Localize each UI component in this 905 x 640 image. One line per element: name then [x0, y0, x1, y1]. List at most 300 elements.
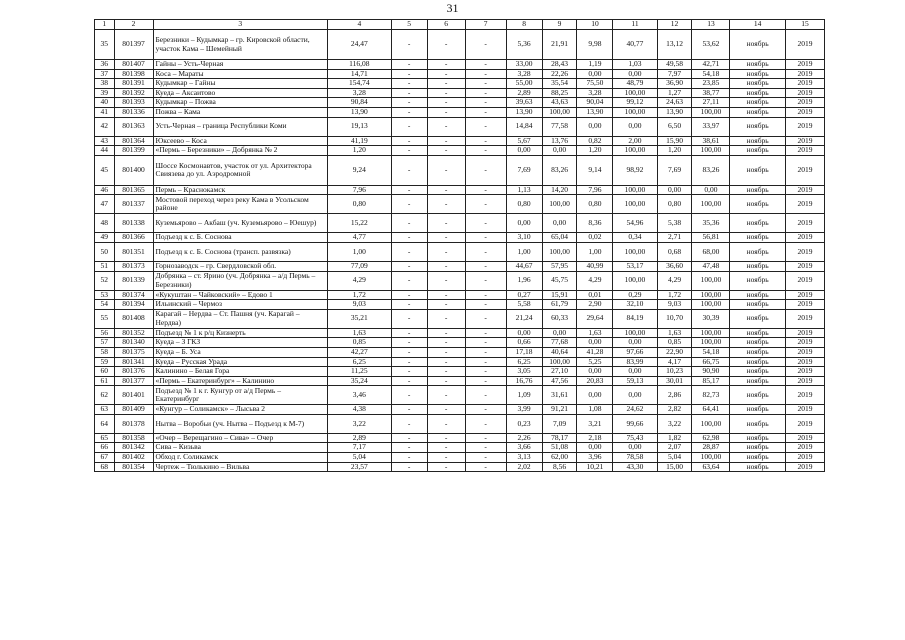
road-name-cell: Добрянка – ст. Ярино (уч. Добрянка – а/д Пермь – Березники): [153, 271, 328, 290]
column-number: 12: [657, 20, 692, 30]
road-name-cell: Пожва – Кама: [153, 107, 328, 117]
col-10-cell: 2,90: [577, 300, 613, 310]
row-number-cell: 63: [95, 405, 115, 415]
col-10-cell: 0,00: [577, 443, 613, 453]
col-8-cell: 16,76: [506, 376, 542, 386]
row-number-cell: 57: [95, 338, 115, 348]
col-10-cell: 0,01: [577, 290, 613, 300]
col-13-cell: 68,00: [692, 242, 730, 261]
col-7-cell: -: [465, 79, 506, 89]
col-8-cell: 2,02: [506, 462, 542, 472]
road-length-cell: 24,47: [328, 30, 392, 60]
col-10-cell: 3,96: [577, 453, 613, 463]
year-cell: 2019: [785, 453, 824, 463]
col-5-cell: -: [391, 185, 427, 195]
month-cell: ноябрь: [730, 69, 785, 79]
col-6-cell: -: [427, 300, 465, 310]
col-9-cell: 62,00: [542, 453, 577, 463]
month-cell: ноябрь: [730, 107, 785, 117]
year-cell: 2019: [785, 155, 824, 185]
road-length-cell: 3,46: [328, 386, 392, 405]
col-9-cell: 100,00: [542, 242, 577, 261]
road-length-cell: 35,24: [328, 376, 392, 386]
col-5-cell: -: [391, 328, 427, 338]
col-8-cell: 3,99: [506, 405, 542, 415]
road-name-cell: Юксеево – Коса: [153, 136, 328, 146]
col-11-cell: 78,58: [613, 453, 657, 463]
col-13-cell: 100,00: [692, 453, 730, 463]
col-6-cell: -: [427, 146, 465, 156]
year-cell: 2019: [785, 405, 824, 415]
month-cell: ноябрь: [730, 309, 785, 328]
table-row: [95, 155, 825, 185]
col-10-cell: 29,64: [577, 309, 613, 328]
col-12-cell: 6,50: [657, 117, 692, 136]
year-cell: 2019: [785, 386, 824, 405]
col-6-cell: -: [427, 453, 465, 463]
road-length-cell: 6,25: [328, 357, 392, 367]
table-row: [95, 233, 825, 243]
col-5-cell: -: [391, 146, 427, 156]
road-length-cell: 4,38: [328, 405, 392, 415]
col-6-cell: -: [427, 88, 465, 98]
col-11-cell: 100,00: [613, 88, 657, 98]
col-5-cell: -: [391, 233, 427, 243]
col-12-cell: 1,63: [657, 328, 692, 338]
road-name-cell: Мостовой переход через реку Кама в Усольском районе: [153, 195, 328, 214]
table-row: [95, 376, 825, 386]
year-cell: 2019: [785, 414, 824, 433]
road-name-cell: Калинино – Белая Гора: [153, 367, 328, 377]
col-9-cell: 47,56: [542, 376, 577, 386]
col-8-cell: 17,18: [506, 347, 542, 357]
col-9-cell: 35,54: [542, 79, 577, 89]
col-8-cell: 3,28: [506, 69, 542, 79]
col-7-cell: -: [465, 376, 506, 386]
row-number-cell: 43: [95, 136, 115, 146]
col-13-cell: 64,41: [692, 405, 730, 415]
table-row: [95, 242, 825, 261]
col-5-cell: -: [391, 357, 427, 367]
month-cell: ноябрь: [730, 60, 785, 70]
col-8-cell: 2,26: [506, 433, 542, 443]
road-id-cell: 801363: [114, 117, 153, 136]
col-6-cell: -: [427, 155, 465, 185]
column-number: 6: [427, 20, 465, 30]
year-cell: 2019: [785, 88, 824, 98]
road-name-cell: Усть-Черная – граница Республики Коми: [153, 117, 328, 136]
col-11-cell: 59,13: [613, 376, 657, 386]
col-13-cell: 90,90: [692, 367, 730, 377]
road-length-cell: 3,22: [328, 414, 392, 433]
col-7-cell: -: [465, 290, 506, 300]
col-6-cell: -: [427, 462, 465, 472]
road-name-cell: Пермь – Краснокамск: [153, 185, 328, 195]
col-9-cell: 27,10: [542, 367, 577, 377]
col-11-cell: 32,10: [613, 300, 657, 310]
col-9-cell: 100,00: [542, 195, 577, 214]
year-cell: 2019: [785, 185, 824, 195]
table-row: [95, 386, 825, 405]
road-id-cell: 801375: [114, 347, 153, 357]
col-9-cell: 0,00: [542, 146, 577, 156]
month-cell: ноябрь: [730, 271, 785, 290]
col-13-cell: 23,85: [692, 79, 730, 89]
col-5-cell: -: [391, 242, 427, 261]
col-9-cell: 77,68: [542, 338, 577, 348]
row-number-cell: 41: [95, 107, 115, 117]
month-cell: ноябрь: [730, 338, 785, 348]
col-12-cell: 7,97: [657, 69, 692, 79]
road-name-cell: «Кунгур – Соликамск» – Лысьва 2: [153, 405, 328, 415]
page-number: 31: [446, 1, 459, 15]
road-length-cell: 19,13: [328, 117, 392, 136]
year-cell: 2019: [785, 117, 824, 136]
col-10-cell: 5,25: [577, 357, 613, 367]
road-id-cell: 801377: [114, 376, 153, 386]
road-id-cell: 801393: [114, 98, 153, 108]
col-10-cell: 0,02: [577, 233, 613, 243]
month-cell: ноябрь: [730, 357, 785, 367]
month-cell: ноябрь: [730, 367, 785, 377]
road-length-cell: 0,85: [328, 338, 392, 348]
road-length-cell: 23,57: [328, 462, 392, 472]
road-id-cell: 801409: [114, 405, 153, 415]
col-9-cell: 31,61: [542, 386, 577, 405]
month-cell: ноябрь: [730, 30, 785, 60]
col-11-cell: 48,79: [613, 79, 657, 89]
col-7-cell: -: [465, 185, 506, 195]
col-13-cell: 47,48: [692, 261, 730, 271]
road-name-cell: Коса – Мараты: [153, 69, 328, 79]
road-length-cell: 35,21: [328, 309, 392, 328]
month-cell: ноябрь: [730, 242, 785, 261]
year-cell: 2019: [785, 98, 824, 108]
col-8-cell: 2,89: [506, 88, 542, 98]
col-6-cell: -: [427, 69, 465, 79]
col-11-cell: 83,99: [613, 357, 657, 367]
col-10-cell: 41,28: [577, 347, 613, 357]
col-6-cell: -: [427, 347, 465, 357]
road-length-cell: 3,28: [328, 88, 392, 98]
col-13-cell: 54,18: [692, 347, 730, 357]
col-10-cell: 13,90: [577, 107, 613, 117]
col-10-cell: 0,80: [577, 195, 613, 214]
month-cell: ноябрь: [730, 146, 785, 156]
col-13-cell: 38,61: [692, 136, 730, 146]
col-5-cell: -: [391, 367, 427, 377]
col-11-cell: 0,00: [613, 443, 657, 453]
col-7-cell: -: [465, 433, 506, 443]
col-9-cell: 15,91: [542, 290, 577, 300]
road-id-cell: 801407: [114, 60, 153, 70]
col-10-cell: 1,08: [577, 405, 613, 415]
table-row: [95, 214, 825, 233]
col-11-cell: 40,77: [613, 30, 657, 60]
col-9-cell: 88,25: [542, 88, 577, 98]
road-id-cell: 801351: [114, 242, 153, 261]
col-13-cell: 100,00: [692, 271, 730, 290]
col-7-cell: -: [465, 117, 506, 136]
month-cell: ноябрь: [730, 290, 785, 300]
month-cell: ноябрь: [730, 386, 785, 405]
col-6-cell: -: [427, 136, 465, 146]
year-cell: 2019: [785, 30, 824, 60]
col-13-cell: 0,00: [692, 185, 730, 195]
col-5-cell: -: [391, 271, 427, 290]
col-11-cell: 0,34: [613, 233, 657, 243]
col-6-cell: -: [427, 30, 465, 60]
col-6-cell: -: [427, 405, 465, 415]
road-id-cell: 801340: [114, 338, 153, 348]
table-row: [95, 328, 825, 338]
road-length-cell: 7,17: [328, 443, 392, 453]
col-7-cell: -: [465, 242, 506, 261]
month-cell: ноябрь: [730, 185, 785, 195]
table-row: [95, 146, 825, 156]
month-cell: ноябрь: [730, 443, 785, 453]
row-number-cell: 49: [95, 233, 115, 243]
road-length-cell: 154,74: [328, 79, 392, 89]
column-number: 5: [391, 20, 427, 30]
col-11-cell: 100,00: [613, 271, 657, 290]
road-id-cell: 801391: [114, 79, 153, 89]
col-13-cell: 33,97: [692, 117, 730, 136]
col-9-cell: 83,26: [542, 155, 577, 185]
month-cell: ноябрь: [730, 328, 785, 338]
year-cell: 2019: [785, 79, 824, 89]
row-number-cell: 59: [95, 357, 115, 367]
col-13-cell: 83,26: [692, 155, 730, 185]
col-7-cell: -: [465, 405, 506, 415]
year-cell: 2019: [785, 290, 824, 300]
col-9-cell: 45,75: [542, 271, 577, 290]
table-row: [95, 88, 825, 98]
col-13-cell: 42,71: [692, 60, 730, 70]
road-name-cell: Подъезд к с. Б. Соснова: [153, 233, 328, 243]
road-id-cell: 801354: [114, 462, 153, 472]
col-12-cell: 5,04: [657, 453, 692, 463]
column-number: 13: [692, 20, 730, 30]
row-number-cell: 60: [95, 367, 115, 377]
col-7-cell: -: [465, 233, 506, 243]
road-length-cell: 1,00: [328, 242, 392, 261]
road-name-cell: Обход г. Соликамск: [153, 453, 328, 463]
road-id-cell: 801364: [114, 136, 153, 146]
col-12-cell: 15,00: [657, 462, 692, 472]
col-11-cell: 0,00: [613, 338, 657, 348]
col-7-cell: -: [465, 214, 506, 233]
column-number: 3: [153, 20, 328, 30]
col-12-cell: 0,85: [657, 338, 692, 348]
col-7-cell: -: [465, 386, 506, 405]
road-id-cell: 801338: [114, 214, 153, 233]
year-cell: 2019: [785, 300, 824, 310]
road-length-cell: 42,27: [328, 347, 392, 357]
col-5-cell: -: [391, 136, 427, 146]
col-12-cell: 0,80: [657, 195, 692, 214]
col-9-cell: 7,09: [542, 414, 577, 433]
col-11-cell: 0,00: [613, 117, 657, 136]
col-12-cell: 3,22: [657, 414, 692, 433]
road-id-cell: 801336: [114, 107, 153, 117]
col-5-cell: -: [391, 30, 427, 60]
col-8-cell: 6,25: [506, 357, 542, 367]
col-11-cell: 100,00: [613, 328, 657, 338]
col-6-cell: -: [427, 290, 465, 300]
col-6-cell: -: [427, 367, 465, 377]
col-10-cell: 9,14: [577, 155, 613, 185]
col-6-cell: -: [427, 386, 465, 405]
table-row: [95, 309, 825, 328]
month-cell: ноябрь: [730, 195, 785, 214]
col-13-cell: 38,77: [692, 88, 730, 98]
col-9-cell: 65,04: [542, 233, 577, 243]
table-row: [95, 107, 825, 117]
col-13-cell: 100,00: [692, 300, 730, 310]
col-8-cell: 5,67: [506, 136, 542, 146]
row-number-cell: 46: [95, 185, 115, 195]
road-length-cell: 7,96: [328, 185, 392, 195]
col-5-cell: -: [391, 453, 427, 463]
col-5-cell: -: [391, 195, 427, 214]
table-row: [95, 195, 825, 214]
col-12-cell: 13,90: [657, 107, 692, 117]
col-8-cell: 0,00: [506, 146, 542, 156]
year-cell: 2019: [785, 433, 824, 443]
col-10-cell: 40,99: [577, 261, 613, 271]
road-id-cell: 801408: [114, 309, 153, 328]
col-6-cell: -: [427, 242, 465, 261]
col-6-cell: -: [427, 107, 465, 117]
row-number-cell: 36: [95, 60, 115, 70]
col-7-cell: -: [465, 347, 506, 357]
road-length-cell: 0,80: [328, 195, 392, 214]
year-cell: 2019: [785, 214, 824, 233]
row-number-cell: 48: [95, 214, 115, 233]
col-12-cell: 2,07: [657, 443, 692, 453]
col-6-cell: -: [427, 309, 465, 328]
year-cell: 2019: [785, 376, 824, 386]
col-5-cell: -: [391, 117, 427, 136]
col-11-cell: 84,19: [613, 309, 657, 328]
road-length-cell: 41,19: [328, 136, 392, 146]
col-6-cell: -: [427, 117, 465, 136]
col-7-cell: -: [465, 443, 506, 453]
road-id-cell: 801342: [114, 443, 153, 453]
col-8-cell: 3,66: [506, 443, 542, 453]
col-11-cell: 98,92: [613, 155, 657, 185]
year-cell: 2019: [785, 60, 824, 70]
col-11-cell: 0,29: [613, 290, 657, 300]
col-13-cell: 56,81: [692, 233, 730, 243]
col-8-cell: 14,84: [506, 117, 542, 136]
col-5-cell: -: [391, 261, 427, 271]
road-name-cell: Кудымкар – Пожва: [153, 98, 328, 108]
table-row: [95, 30, 825, 60]
col-8-cell: 33,00: [506, 60, 542, 70]
col-8-cell: 44,67: [506, 261, 542, 271]
month-cell: ноябрь: [730, 261, 785, 271]
row-number-cell: 56: [95, 328, 115, 338]
table-row: [95, 60, 825, 70]
road-name-cell: Сива – Кизьва: [153, 443, 328, 453]
road-name-cell: «Кукуштан – Чайковский» – Едово 1: [153, 290, 328, 300]
col-9-cell: 8,56: [542, 462, 577, 472]
road-length-cell: 15,22: [328, 214, 392, 233]
row-number-cell: 62: [95, 386, 115, 405]
year-cell: 2019: [785, 261, 824, 271]
table-row: [95, 136, 825, 146]
col-8-cell: 1,13: [506, 185, 542, 195]
col-9-cell: 57,95: [542, 261, 577, 271]
road-id-cell: 801337: [114, 195, 153, 214]
col-7-cell: -: [465, 195, 506, 214]
year-cell: 2019: [785, 338, 824, 348]
col-11-cell: 97,66: [613, 347, 657, 357]
table-row: [95, 367, 825, 377]
col-8-cell: 3,10: [506, 233, 542, 243]
col-7-cell: -: [465, 338, 506, 348]
row-number-cell: 47: [95, 195, 115, 214]
col-10-cell: 0,82: [577, 136, 613, 146]
year-cell: 2019: [785, 69, 824, 79]
row-number-cell: 37: [95, 69, 115, 79]
year-cell: 2019: [785, 242, 824, 261]
col-9-cell: 43,63: [542, 98, 577, 108]
road-table: [94, 19, 825, 472]
col-13-cell: 100,00: [692, 414, 730, 433]
road-name-cell: Шоссе Космонавтов, участок от ул. Архитектора Свиязева до ул. Аэродромной: [153, 155, 328, 185]
col-6-cell: -: [427, 376, 465, 386]
row-number-cell: 65: [95, 433, 115, 443]
col-10-cell: 90,04: [577, 98, 613, 108]
month-cell: ноябрь: [730, 300, 785, 310]
road-id-cell: 801392: [114, 88, 153, 98]
col-5-cell: -: [391, 214, 427, 233]
road-id-cell: 801376: [114, 367, 153, 377]
road-length-cell: 9,24: [328, 155, 392, 185]
year-cell: 2019: [785, 328, 824, 338]
col-7-cell: -: [465, 328, 506, 338]
month-cell: ноябрь: [730, 88, 785, 98]
col-13-cell: 27,11: [692, 98, 730, 108]
col-6-cell: -: [427, 60, 465, 70]
col-13-cell: 53,62: [692, 30, 730, 60]
month-cell: ноябрь: [730, 414, 785, 433]
table-row: [95, 357, 825, 367]
col-12-cell: 2,86: [657, 386, 692, 405]
month-cell: ноябрь: [730, 155, 785, 185]
month-cell: ноябрь: [730, 376, 785, 386]
year-cell: 2019: [785, 309, 824, 328]
table-row: [95, 433, 825, 443]
col-9-cell: 77,58: [542, 117, 577, 136]
col-10-cell: 3,21: [577, 414, 613, 433]
year-cell: 2019: [785, 357, 824, 367]
row-number-cell: 35: [95, 30, 115, 60]
col-8-cell: 1,00: [506, 242, 542, 261]
col-13-cell: 63,64: [692, 462, 730, 472]
road-name-cell: Куеда – Аксаитово: [153, 88, 328, 98]
road-length-cell: 90,84: [328, 98, 392, 108]
road-length-cell: 77,09: [328, 261, 392, 271]
col-12-cell: 10,23: [657, 367, 692, 377]
col-13-cell: 100,00: [692, 290, 730, 300]
col-11-cell: 43,30: [613, 462, 657, 472]
road-name-cell: Горнозаводск – гр. Свердловской обл.: [153, 261, 328, 271]
road-name-cell: Куеда – Русская Урада: [153, 357, 328, 367]
